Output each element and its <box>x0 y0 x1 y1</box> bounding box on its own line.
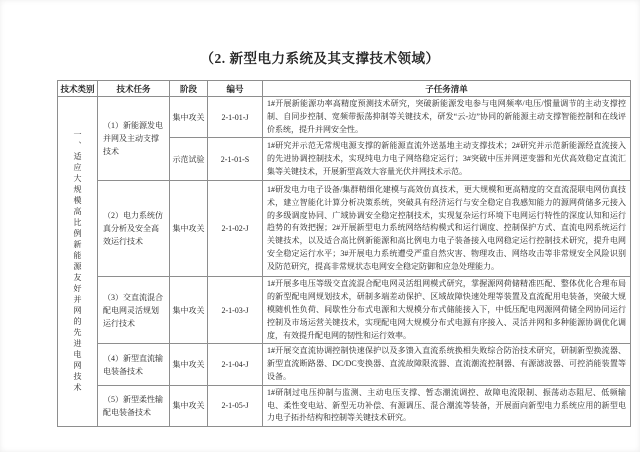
code-cell: 2-1-02-J <box>208 181 263 277</box>
subtasks-cell: 1#开展新能源功率高精度预测技术研究，突破新能源发电参与电网频率/电压/惯量调节的主动支撑控制、自同步控制、宽频带振荡抑制等关键技术，研发“云-边”协同的新能源主动支撑智能控制和在线评价系统，提升并网安全性。 <box>263 97 631 138</box>
tech-roadmap-table <box>57 80 631 427</box>
header-subtask-list: 子任务清单 <box>263 81 631 97</box>
code-cell: 2-1-05-J <box>208 385 263 426</box>
code-cell: 2-1-01-J <box>208 97 263 138</box>
task-cell: （4）新型直流输电装备技术 <box>98 344 170 385</box>
category-cell: 一、适应大规模高比例新能源友好并网的先进电网技术 <box>58 97 98 427</box>
stage-cell: 集中攻关 <box>170 181 208 277</box>
table-row <box>58 97 631 138</box>
task-cell: （5）新型柔性输配电装备技术 <box>98 385 170 426</box>
code-cell: 2-1-01-S <box>208 138 263 181</box>
page-title: （2. 新型电力系统及其支撑技术领域） <box>200 51 440 66</box>
subtasks-cell: 1#开展交直流协调控制快速保护以及多馈入直流系统换相失败综合防治技术研究，研制新型换流器、新型直流断路器、DC/DC变换器、直流故障限流器、直流潮流控制器、有源滤波器、可控消能装置等设备。 <box>263 344 631 385</box>
task-cell: （2）电力系统仿真分析及安全高效运行技术 <box>98 181 170 277</box>
table-row <box>58 277 631 344</box>
subtasks-cell: 1#研制过电压抑制与监测、主动电压支撑、暂态潮流调控、故障电流限制、振荡动态阻尼、低频输电、柔性变电站、新型无功补偿、有源调压、混合潮流等装备，开展面向新型电力系统应用的新型电力电子拓扑结构和控制等关键技术研究。 <box>263 385 631 426</box>
header-row <box>58 81 631 97</box>
subtasks-cell: 1#研究并示范无常规电源支撑的新能源直流外送基地主动支撑技术；2#研究并示范新能源经直流接入的先进协调控制技术，实现纯电力电子网络稳定运行；3#突破中压并网逆变器和光伏高效稳定直流汇集等关键技术，开展新型高效大容量光伏并网技术示范。 <box>263 138 631 181</box>
table-row <box>58 344 631 385</box>
code-cell: 2-1-04-J <box>208 344 263 385</box>
stage-cell: 示范试验 <box>170 138 208 181</box>
table-row <box>58 385 631 426</box>
header-stage: 阶段 <box>170 81 208 97</box>
code-cell: 2-1-03-J <box>208 277 263 344</box>
task-cell: （1）新能源发电并网及主动支撑技术 <box>98 97 170 181</box>
stage-cell: 集中攻关 <box>170 277 208 344</box>
task-cell: （3）交直流混合配电网灵活规划运行技术 <box>98 277 170 344</box>
table-row <box>58 181 631 277</box>
stage-cell: 集中攻关 <box>170 97 208 138</box>
stage-cell: 集中攻关 <box>170 385 208 426</box>
subtasks-cell: 1#开展多电压等级交直流混合配电网灵活组网模式研究，掌握源网荷储精准匹配、整体优化合理布局的新型配电网规划技术，研制多端差动保护、区域故障快速处理等装置及直流配用电装备，突破大规模随机性负荷、间歇性分布式电源和大规模分布式储能接入下，中低压配电网源网荷储全网协同运行控制及市场运营关键技术，实现配电网大规模分布式电源有序接入、灵活并网和多种能源协调优化调度，有效提升配电网的韧性和运行效率。 <box>263 277 631 344</box>
header-code: 编号 <box>208 81 263 97</box>
subtasks-cell: 1#研发电力电子设备/集群精细化建模与高效仿真技术，更大规模和更高精度的交直流混联电网仿真技术，建立智能化计算分析决策系统，突破具有经济运行与安全稳定自我感知能力的源网荷储多元接入的多级调度协同、广域协调安全稳定控制技术，实现复杂运行环境下电网运行特性的深度认知和运行趋势的有效把握；2#开展新型电力系统网络结构模式和运行调度、控制保护方式、直流电网系统运行关键技术，以及适合高比例新能源和高比例电力电子装备接入电网稳定运行控制技术研究，提升电网安全稳定运行水平；3#开展电力系统遭受严重自然灾害、物理攻击、网络攻击等非常规安全风险识别及防范研究，提高非常规状态电网安全稳定防御和应急处理能力。 <box>263 181 631 277</box>
header-tech-task: 技术任务 <box>98 81 170 97</box>
stage-cell: 集中攻关 <box>170 344 208 385</box>
header-tech-category: 技术类别 <box>58 81 98 97</box>
